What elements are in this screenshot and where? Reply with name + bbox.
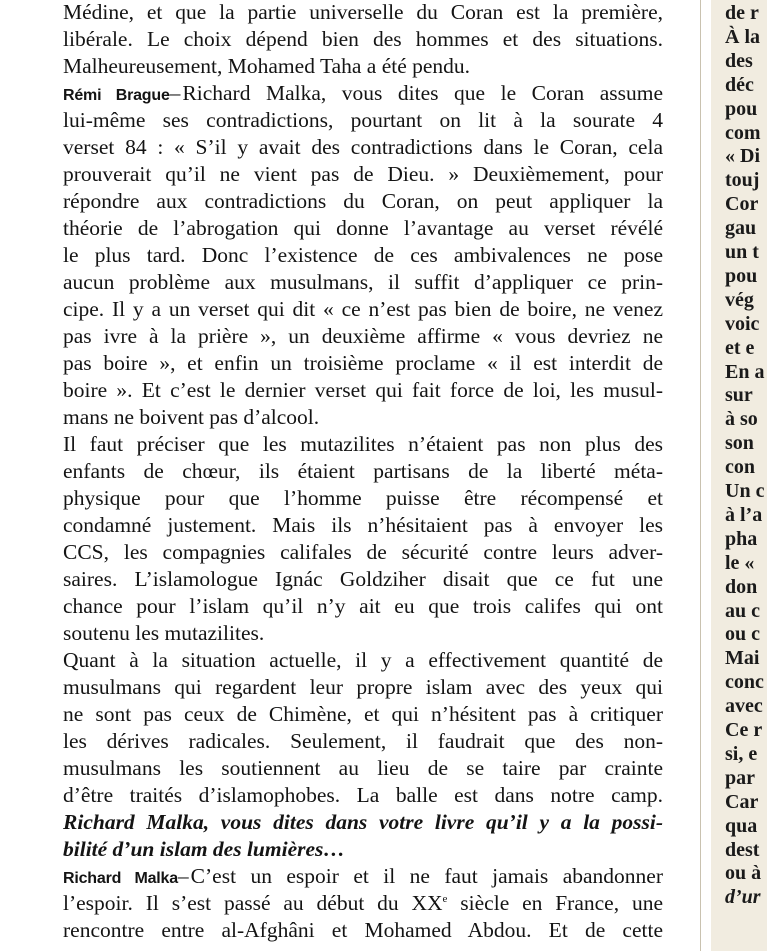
article-text-line bbox=[63, 80, 663, 107]
side-column-line: par bbox=[725, 766, 755, 789]
article-text-line bbox=[63, 755, 663, 782]
side-column-line: à l’a bbox=[725, 503, 763, 526]
line-text: Richard Malka, vous dites que le Coran assume bbox=[182, 81, 663, 105]
interviewer-question-line bbox=[63, 836, 663, 863]
article-text-line bbox=[63, 377, 663, 404]
line-text: rencontre entre al-Afghâni et Mohamed Abdou. Et de cette bbox=[63, 918, 663, 942]
line-text: ne sont pas ceux de Chimène, et qui n’hésitent pas à critiquer bbox=[63, 702, 663, 726]
side-column-line: son bbox=[725, 432, 754, 455]
article-text-line bbox=[63, 782, 663, 809]
article-text-line bbox=[63, 485, 663, 512]
side-column-line: pou bbox=[725, 97, 758, 120]
article-text-line bbox=[63, 269, 663, 296]
article-text-line bbox=[63, 188, 663, 215]
speaker-name: Richard Malka bbox=[63, 870, 178, 887]
article-text-line bbox=[63, 404, 663, 431]
line-text: lui-même ses contradictions, pourtant on lit à la sourate 4 bbox=[63, 108, 663, 132]
article-text-line bbox=[63, 242, 663, 269]
line-text: libérale. Le choix dépend bien des hommes et des situations. bbox=[63, 27, 663, 51]
line-text: mans ne boivent pas d’alcool. bbox=[63, 405, 320, 429]
side-column-line: Un c bbox=[725, 480, 765, 502]
article-text-line bbox=[63, 728, 663, 755]
line-text: chance pour l’islam qu’il n’y ait eu que trois califes qui ont bbox=[63, 594, 663, 618]
line-text: Quant à la situation actuelle, il y a effectivement quantité de bbox=[63, 648, 663, 672]
speaker-dash: – bbox=[177, 864, 189, 888]
line-text: musulmans qui regardent leur propre islam avec des yeux qui bbox=[63, 675, 663, 699]
side-column-line: Cor bbox=[725, 193, 759, 216]
article-text-line bbox=[63, 215, 663, 242]
article-text-line bbox=[63, 566, 663, 593]
line-text: le plus tard. Donc l’existence de ces ambivalences ne pose bbox=[63, 243, 663, 267]
article-text-line bbox=[63, 647, 663, 674]
side-column-line: À la bbox=[725, 25, 760, 48]
line-text: boire ». Et c’est le dernier verset qui fait force de loi, les musul- bbox=[63, 378, 663, 402]
side-column-line: qua bbox=[725, 814, 758, 837]
article-text-line bbox=[63, 26, 663, 53]
side-column-line: si, e bbox=[725, 742, 758, 765]
line-text: Il faut préciser que les mutazilites n’étaient pas non plus des bbox=[63, 432, 663, 456]
side-column-line: vég bbox=[725, 288, 754, 311]
side-column-line: Ce r bbox=[725, 719, 763, 741]
line-text: condamné justement. Mais ils n’hésitaient pas à envoyer les bbox=[63, 513, 663, 537]
line-text: répondre aux contradictions du Coran, on peut appliquer la bbox=[63, 189, 663, 213]
line-text: d’être traités d’islamophobes. La balle est dans notre camp. bbox=[63, 783, 663, 807]
side-column-line: En a bbox=[725, 360, 765, 383]
line-text: l’espoir. Il s’est passé au début du XX bbox=[63, 891, 443, 915]
side-column-line: dest bbox=[725, 838, 760, 861]
line-text: théorie de l’abrogation qui donne l’avantage au verset révélé bbox=[63, 216, 663, 240]
article-text-line bbox=[63, 296, 663, 323]
side-column-line: com bbox=[725, 121, 761, 144]
article-text-line bbox=[63, 107, 663, 134]
line-text: pas ivre à la prière », un deuxième affirme « vous devriez ne bbox=[63, 324, 663, 348]
article-text-line bbox=[63, 323, 663, 350]
article-text-line bbox=[63, 458, 663, 485]
side-column-line: touj bbox=[725, 169, 760, 192]
article-text-line bbox=[63, 0, 663, 26]
line-text: enfants de chœur, ils étaient partisans de la liberté méta- bbox=[63, 459, 663, 483]
line-text: Richard Malka, vous dites dans votre livre qu’il y a la possi- bbox=[63, 810, 663, 834]
article-text-line bbox=[63, 593, 663, 620]
side-column-line: avec bbox=[725, 695, 763, 718]
line-text-after: siècle en France, une bbox=[447, 891, 663, 915]
line-text: aucun problème aux musulmans, il suffit d’appliquer ce prin- bbox=[63, 270, 663, 294]
side-column-line: à so bbox=[725, 408, 758, 431]
speaker-name: Rémi Brague bbox=[63, 87, 170, 104]
article-text-line bbox=[63, 890, 663, 917]
side-column-line: et e bbox=[725, 336, 755, 359]
side-article-column bbox=[711, 0, 767, 951]
side-column-line: conc bbox=[725, 671, 764, 694]
speaker-dash: – bbox=[169, 81, 181, 105]
article-text-line bbox=[63, 134, 663, 161]
side-column-line: pha bbox=[725, 527, 758, 550]
line-text: cipe. Il y a un verset qui dit « ce n’est pas bien de boire, ne venez bbox=[63, 297, 663, 321]
article-text-line bbox=[63, 674, 663, 701]
side-column-line: Car bbox=[725, 790, 759, 813]
line-text: prouverait qu’il ne vient pas de Dieu. » Deuxièmement, pour bbox=[63, 162, 663, 186]
side-column-line: « Di bbox=[725, 145, 760, 168]
article-text-line bbox=[63, 701, 663, 728]
line-text: CCS, les compagnies califales de sécurité contre leurs adver- bbox=[63, 540, 663, 564]
side-column-line: de r bbox=[725, 2, 759, 24]
article-text-line bbox=[63, 53, 663, 80]
line-text: soutenu les mutazilites. bbox=[63, 621, 265, 645]
line-text: C’est un espoir et il ne faut jamais abandonner bbox=[190, 864, 663, 888]
superscript: e bbox=[442, 892, 448, 905]
article-text-line bbox=[63, 161, 663, 188]
side-column-line: Mai bbox=[725, 647, 760, 670]
line-text: Médine, et que la partie universelle du Coran est la première, bbox=[63, 0, 663, 24]
side-column-line: d’ur bbox=[725, 886, 761, 909]
side-column-line: ou à bbox=[725, 862, 762, 885]
article-text-line bbox=[63, 620, 663, 647]
line-text: pas boire », et enfin un troisième proclame « il est interdit de bbox=[63, 351, 663, 375]
side-column-line: sur bbox=[725, 384, 753, 407]
line-text: musulmans les soutiennent au lieu de se taire par crainte bbox=[63, 756, 663, 780]
article-text-line bbox=[63, 350, 663, 377]
article-text-line bbox=[63, 863, 663, 890]
side-column-line: ou c bbox=[725, 623, 760, 646]
side-column-line: un t bbox=[725, 241, 759, 263]
side-column-line: con bbox=[725, 456, 755, 479]
line-text: Malheureusement, Mohamed Taha a été pendu. bbox=[63, 54, 471, 78]
line-text: bilité d’un islam des lumières… bbox=[63, 837, 345, 861]
line-text: saires. L’islamologue Ignác Goldziher disait que ce fut une bbox=[63, 567, 663, 591]
main-article-column bbox=[63, 0, 663, 951]
interviewer-question-line bbox=[63, 809, 663, 836]
line-text: physique pour que l’homme puisse être récompensé et bbox=[63, 486, 663, 510]
article-text-line bbox=[63, 512, 663, 539]
side-column-line: don bbox=[725, 575, 758, 598]
article-text-line bbox=[63, 917, 663, 944]
article-text-line bbox=[63, 431, 663, 458]
line-text: verset 84 : « S’il y avait des contradictions dans le Coran, cela bbox=[63, 135, 663, 159]
article-text-line bbox=[63, 539, 663, 566]
side-column-line: déc bbox=[725, 73, 754, 96]
side-column-line: des bbox=[725, 49, 753, 72]
side-column-line: au c bbox=[725, 599, 760, 622]
line-text: les dérives radicales. Seulement, il faudrait que des non- bbox=[63, 729, 663, 753]
side-column-line: le « bbox=[725, 551, 755, 574]
side-column-line: voic bbox=[725, 312, 760, 335]
side-column-line: pou bbox=[725, 264, 758, 287]
column-divider bbox=[700, 0, 701, 951]
side-column-line: gau bbox=[725, 217, 757, 240]
